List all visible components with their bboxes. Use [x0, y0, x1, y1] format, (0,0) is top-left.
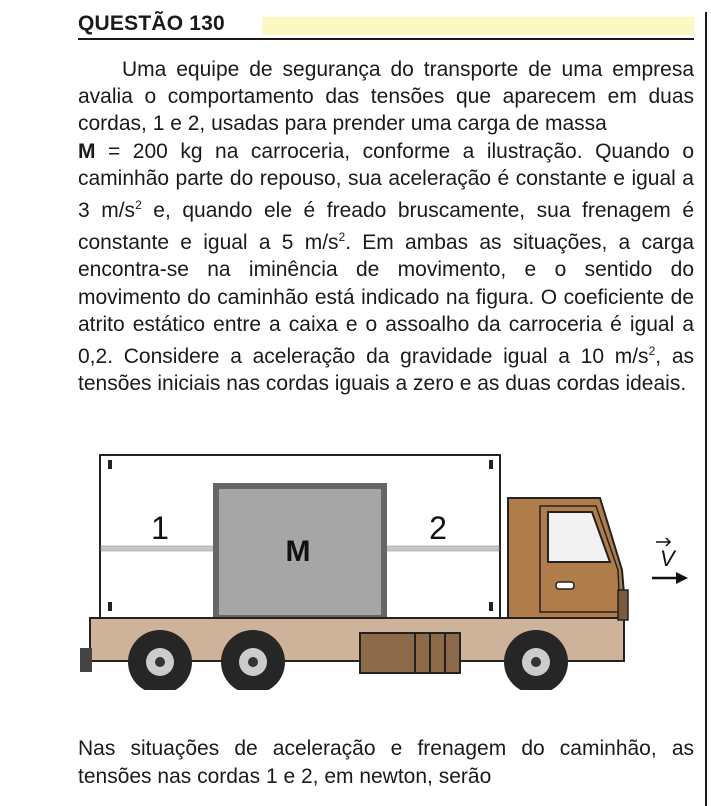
corner-pin	[489, 460, 493, 469]
exponent: 2	[135, 198, 142, 213]
exponent: 2	[338, 230, 346, 245]
question-title: QUESTÃO 130	[78, 12, 225, 35]
truck-illustration	[70, 450, 700, 690]
exponent: 2	[648, 344, 656, 359]
rope-2-label: 2	[429, 510, 447, 546]
velocity-arrow-icon	[676, 572, 688, 584]
corner-pin	[489, 602, 493, 611]
column-rule	[705, 12, 707, 806]
corner-pin	[108, 460, 112, 469]
rope-1-label: 1	[151, 510, 169, 546]
header-highlight-bar	[262, 17, 694, 35]
header-underline	[78, 38, 694, 40]
mass-symbol: M	[78, 139, 96, 163]
statement-acceleration: e, quando ele é freado bruscamente, sua frenagem é constante e igual a 5 m/s	[78, 199, 694, 255]
door-handle	[556, 582, 574, 589]
bumper-front	[618, 590, 628, 620]
statement-braking: . Em ambas as situações, a carga encontra-se na iminência de movimento, e o sentido do movimento do caminhão está indicado na figura. O coeficiente de atrito estático entre a caixa e o assoalho da carroceria é igual a 0,2. Considere a aceleração da gravidade igual a 10 m/s	[78, 231, 694, 369]
statement-mass: = 200 kg na carroceria, conforme a ilustração. Quando o caminhão parte do repouso, sua aceleração é constante e igual a 3 m/s	[78, 139, 694, 223]
box-label: M	[285, 535, 311, 568]
corner-pin	[108, 602, 112, 611]
velocity-vector-mark	[656, 538, 670, 546]
question-header	[78, 12, 694, 38]
question-closing: Nas situações de aceleração e frenagem do caminhão, as tensões nas cordas 1 e 2, em newton, serão	[78, 737, 694, 788]
rear-bumper	[80, 648, 92, 672]
question-statement	[78, 56, 694, 397]
rope-1	[101, 546, 215, 551]
rope-2	[386, 546, 499, 551]
statement-intro: Uma equipe de segurança do transporte de uma empresa avalia o comportamento das tensões que aparecem em duas cordas, 1 e 2, usadas para prender uma carga de massa	[78, 58, 694, 136]
statement-ending: , as tensões iniciais nas cordas iguais a zero e as duas cordas ideais.	[78, 345, 694, 396]
velocity-label: V	[660, 546, 675, 571]
